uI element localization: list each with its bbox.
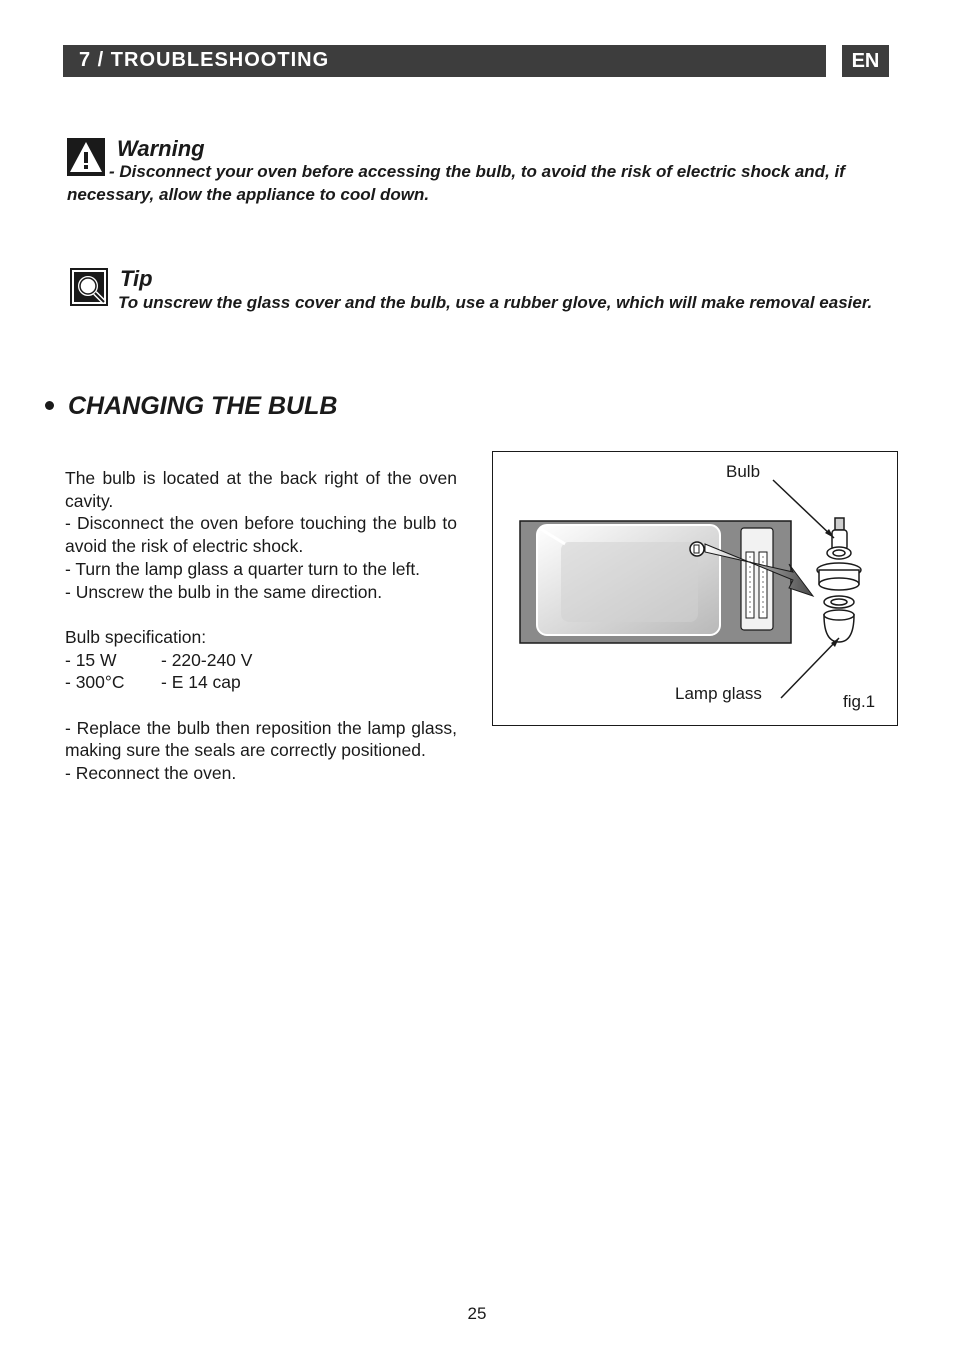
bulb-label: Bulb [726, 462, 761, 481]
warning-note [67, 138, 897, 213]
spec-value: - 300°C [65, 672, 125, 693]
section-title-text: CHANGING THE BULB [68, 392, 338, 420]
instruction-line: - Unscrew the bulb in the same direction. [65, 581, 383, 602]
spec-value: - E 14 cap [161, 672, 241, 693]
figure-caption: fig.1 [843, 692, 876, 711]
instruction-line: - Disconnect the oven before touching the bulb to avoid the risk of electric shock. [65, 513, 457, 557]
section-header-bar [63, 45, 826, 77]
page-number: 25 [467, 1304, 487, 1323]
bulb-assembly [817, 518, 861, 642]
instruction-line: - Replace the bulb then reposition the lamp glass, making sure the seals are correctly positioned. [65, 717, 457, 761]
section-title [45, 392, 337, 421]
section-header-title: 7 / TROUBLESHOOTING [79, 49, 330, 71]
spec-heading: Bulb specification: [65, 626, 207, 647]
bullet-icon [45, 401, 54, 410]
figure-bulb-replacement [492, 451, 898, 726]
instruction-line: The bulb is located at the back right of the oven cavity. [65, 468, 457, 511]
tip-note [70, 268, 900, 343]
instructions [65, 467, 457, 785]
warning-text: - Disconnect your oven before accessing the bulb, to avoid the risk of electric shock and, if necessary, allow the appliance to cool down. [67, 162, 845, 204]
instruction-line: - Turn the lamp glass a quarter turn to the left. [65, 558, 421, 579]
instruction-line: - Reconnect the oven. [65, 763, 237, 784]
tip-text: To unscrew the glass cover and the bulb, use a rubber glove, which will make removal easier. [118, 293, 873, 312]
spec-value: - 15 W [65, 649, 117, 670]
warning-title: Warning [117, 136, 205, 161]
spec-row [65, 671, 457, 694]
tip-title: Tip [120, 266, 153, 291]
spec-value: - 220-240 V [161, 649, 253, 670]
language-badge: EN [842, 45, 889, 77]
spec-row [65, 649, 457, 672]
lamp-glass-label: Lamp glass [675, 684, 762, 703]
